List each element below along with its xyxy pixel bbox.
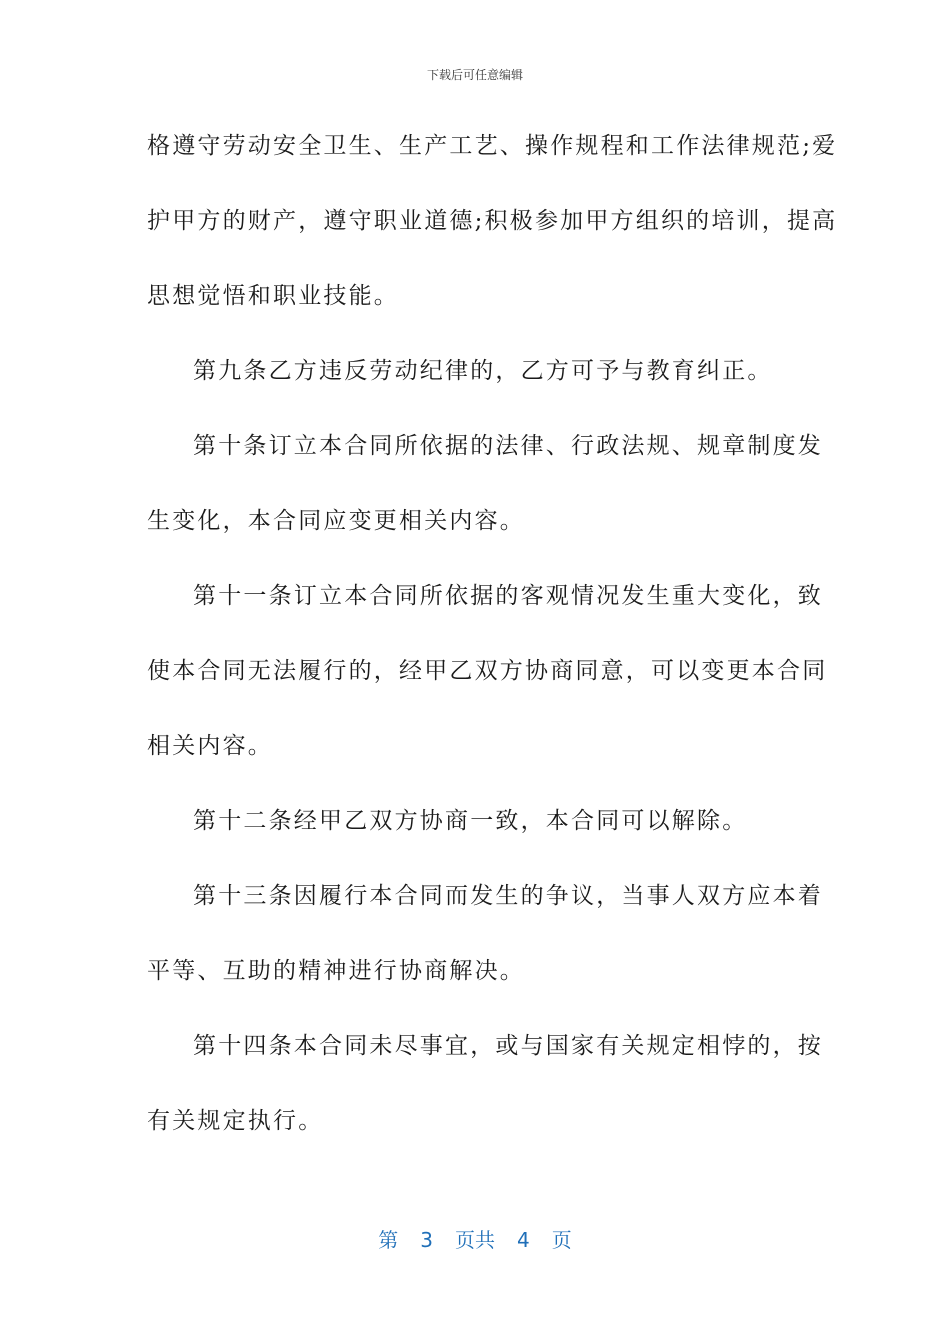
- article-12-line: 第十二条经甲乙双方协商一致，本合同可以解除。: [193, 808, 748, 834]
- current-page-number: 3: [420, 1228, 433, 1252]
- article-10-line: 第十条订立本合同所依据的法律、行政法规、规章制度发: [193, 433, 823, 459]
- total-pages-number: 4: [517, 1228, 530, 1252]
- text-line: 有关规定执行。: [147, 1108, 324, 1134]
- text-line: 相关内容。: [147, 733, 273, 759]
- document-body: [147, 120, 838, 1170]
- article-14-line: 第十四条本合同未尽事宜，或与国家有关规定相悖的，按: [193, 1033, 823, 1059]
- text-line: 平等、互助的精神进行协商解决。: [147, 958, 525, 984]
- article-9-line: 第九条乙方违反劳动纪律的，乙方可予与教育纠正。: [193, 358, 773, 384]
- footer-suffix: 页: [551, 1228, 572, 1252]
- text-line: 格遵守劳动安全卫生、生产工艺、操作规程和工作法律规范;爱: [147, 133, 838, 159]
- text-line: 思想觉悟和职业技能。: [147, 283, 399, 309]
- article-13-line: 第十三条因履行本合同而发生的争议，当事人双方应本着: [193, 883, 823, 909]
- page-footer: [0, 1224, 950, 1253]
- text-line: 使本合同无法履行的，经甲乙双方协商同意，可以变更本合同: [147, 658, 828, 684]
- text-line: 护甲方的财产，遵守职业道德;积极参加甲方组织的培训，提高: [147, 208, 838, 234]
- page-header: 下载后可任意编辑: [426, 68, 523, 82]
- footer-middle: 页共: [455, 1228, 495, 1252]
- footer-prefix: 第: [378, 1228, 399, 1252]
- text-line: 生变化，本合同应变更相关内容。: [147, 508, 525, 534]
- article-11-line: 第十一条订立本合同所依据的客观情况发生重大变化，致: [193, 583, 823, 609]
